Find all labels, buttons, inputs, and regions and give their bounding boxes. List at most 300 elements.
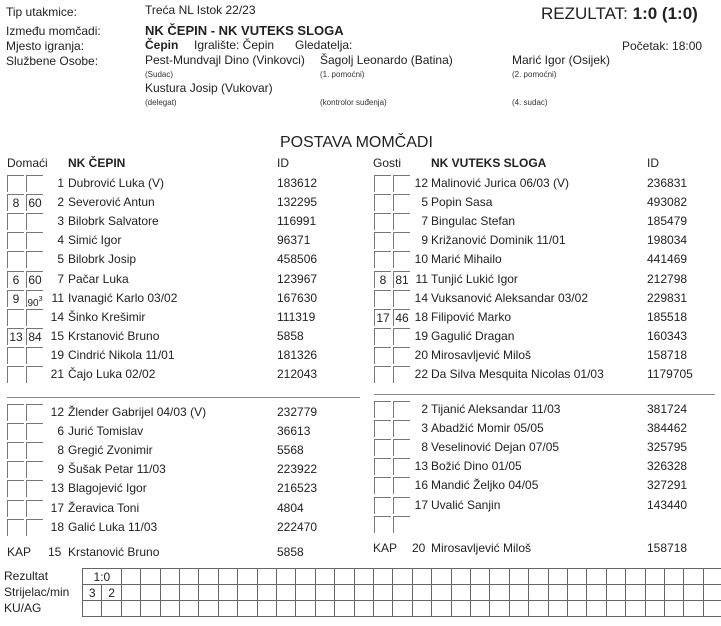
home-starter-id: 123967 <box>277 271 318 286</box>
score-grid-cell <box>237 600 256 616</box>
home-sub-id: 222470 <box>277 519 318 534</box>
home-sub-num: 9 <box>57 462 64 477</box>
pomocni2-name: Marić Igor (Osijek) <box>512 53 611 67</box>
home-starter-name: Ivanagić Karlo 03/02 <box>68 290 178 305</box>
sudac4-role: (4. sudac) <box>512 98 548 107</box>
away-starter-num: 22 <box>414 367 428 381</box>
home-sub-name: Blagojević Igor <box>68 481 147 496</box>
home-sub-box-b <box>26 461 43 478</box>
home-starter-num: 15 <box>50 328 64 343</box>
away-sub-name: Abadžić Momir 05/05 <box>431 421 544 436</box>
home-sub-name: Šušak Petar 11/03 <box>68 462 166 477</box>
izmedu-label: Između momčadi: <box>6 24 101 38</box>
score-grid-cell <box>373 600 392 616</box>
home-starter-num: 4 <box>57 233 64 248</box>
score-grid-cell <box>101 600 120 616</box>
away-starter-name: Mirosavljević Miloš <box>431 347 532 362</box>
score-grid-cell <box>392 568 411 584</box>
away-starter-box-b <box>393 290 410 307</box>
score-grid-cell <box>625 600 644 616</box>
home-starter-box-a: 6 <box>7 271 24 288</box>
home-starter-box-b <box>26 232 43 249</box>
away-sub-num: 2 <box>421 402 428 416</box>
score-grid-cell <box>586 568 605 584</box>
score-grid-cell <box>121 568 140 584</box>
away-starter-box-a <box>374 366 391 383</box>
away-sub-id: 381724 <box>647 402 688 416</box>
mjesto-value: Čepin <box>145 38 179 52</box>
home-sub-box-a <box>7 442 24 459</box>
away-starter-id: 236831 <box>647 176 688 190</box>
away-sub-box-b <box>393 477 410 494</box>
away-sub-num: 16 <box>414 478 428 493</box>
home-sub-num: 8 <box>57 443 64 458</box>
score-grid-cell <box>586 600 605 616</box>
away-starter-name: Vuksanović Aleksandar 03/02 <box>431 290 588 305</box>
score-grid-cell <box>140 568 159 584</box>
score-grid-bottom-border <box>82 616 721 617</box>
away-sub-num: 13 <box>414 459 428 474</box>
home-starter-num: 19 <box>50 347 64 362</box>
score-grid-cell <box>451 600 470 616</box>
away-starter-box-a <box>374 328 391 345</box>
home-starter-name: Simić Igor <box>68 233 122 248</box>
score-grid-cell <box>470 568 489 584</box>
pocetak: Početak: 18:00 <box>622 39 703 53</box>
away-starter-id: 441469 <box>647 252 688 267</box>
score-grid-cell <box>528 600 547 616</box>
score-grid-cell <box>295 568 314 584</box>
home-starter-box-a <box>7 251 24 268</box>
score-grid-cell <box>198 600 217 616</box>
away-starter-id: 198034 <box>647 233 688 248</box>
away-starter-name: Tunjić Lukić Igor <box>431 271 518 286</box>
home-starter-name: Cindrić Nikola 11/01 <box>68 347 175 362</box>
score-grid-cell <box>489 600 508 616</box>
away-starter-box-b <box>393 175 410 192</box>
away-sub-num: 3 <box>421 421 428 436</box>
score-grid-cell <box>121 584 140 600</box>
home-starter-box-a <box>7 175 24 192</box>
home-starter-box-a <box>7 347 24 364</box>
away-starter-id: 185518 <box>647 309 688 324</box>
home-sub-id: 4804 <box>277 500 304 515</box>
away-starter-box-b <box>393 251 410 268</box>
score-grid-cell <box>295 600 314 616</box>
home-sub-num: 13 <box>50 481 64 496</box>
away-starter-box-a <box>374 347 391 364</box>
away-starter-name: Križanović Dominik 11/01 <box>431 233 566 248</box>
minute: 90 <box>27 297 39 309</box>
away-kap-num: 20 <box>412 541 426 555</box>
away-starter-box-a: 8 <box>374 271 391 288</box>
score-grid-cell <box>160 568 179 584</box>
home-starter-num: 1 <box>57 176 64 190</box>
away-starter-id: 158718 <box>647 347 688 362</box>
away-starter-box-a <box>374 290 391 307</box>
delegat-name: Kustura Josip (Vukovar) <box>145 81 273 95</box>
away-starter-box-a <box>374 232 391 249</box>
home-starter-num: 7 <box>57 271 64 286</box>
away-starter-num: 5 <box>421 195 428 210</box>
away-side-label: Gosti <box>373 156 402 170</box>
home-sub-num: 17 <box>50 500 64 515</box>
home-starter-id: 458506 <box>277 252 318 267</box>
away-starter-box-b: 46 <box>393 309 410 326</box>
away-sub-box-a <box>374 401 391 418</box>
away-starter-name: Popin Sasa <box>431 195 493 210</box>
home-starter-id: 167630 <box>277 290 318 305</box>
score-grid-cell <box>257 600 276 616</box>
igraliste: Igralište: Čepin <box>194 38 275 52</box>
home-sub-box-b <box>26 423 43 440</box>
away-starter-num: 14 <box>414 290 428 305</box>
score-grid-cell <box>489 568 508 584</box>
away-starter-num: 10 <box>414 252 428 267</box>
home-starter-name: Krstanović Bruno <box>68 328 160 343</box>
away-starter-box-a <box>374 175 391 192</box>
score-grid-cell <box>334 568 353 584</box>
home-starter-id: 181326 <box>277 347 318 362</box>
score-grid-cell <box>509 584 528 600</box>
away-sub-id: 326328 <box>647 459 688 474</box>
home-sub-name: Žlender Gabrijel 04/03 (V) <box>68 405 207 419</box>
score-grid-cell <box>664 600 683 616</box>
home-sub-box-a <box>7 480 24 497</box>
score-grid-cell <box>276 568 295 584</box>
home-sub-num: 18 <box>50 519 64 534</box>
score-grid-cell <box>645 584 664 600</box>
grid-rezultat-label: Rezultat <box>4 569 49 583</box>
away-starter-name: Filipović Marko <box>431 309 512 324</box>
score-grid-cell <box>548 584 567 600</box>
home-starter-num: 5 <box>57 252 64 267</box>
home-starter-box-b <box>26 347 43 364</box>
away-starter-num: 20 <box>414 347 428 362</box>
score-grid-cell <box>276 600 295 616</box>
home-starter-id: 212043 <box>277 367 318 381</box>
minute-sup: 3 <box>38 295 43 303</box>
score-grid-cell <box>703 584 721 600</box>
score-grid-cell <box>489 584 508 600</box>
score-grid-cell <box>392 600 411 616</box>
home-starter-box-b <box>26 213 43 230</box>
score-grid-cell <box>334 600 353 616</box>
rezultat-value: 1:0 (1:0) <box>632 4 698 23</box>
score-grid-cell <box>528 568 547 584</box>
home-team-name: NK ČEPIN <box>68 156 126 170</box>
home-sub-num: 12 <box>50 405 64 419</box>
score-grid-cell <box>664 584 683 600</box>
score-grid-cell <box>683 600 702 616</box>
tip-label: Tip utakmice: <box>6 5 77 19</box>
pomocni1-role: (1. pomoćni) <box>320 70 365 79</box>
away-starter-name: Gagulić Dragan <box>431 328 515 343</box>
home-starter-name: Bilobrk Salvatore <box>68 214 159 229</box>
away-starter-id: 160343 <box>647 328 688 343</box>
match-teams: NK ČEPIN - NK VUTEKS SLOGA <box>145 23 344 38</box>
home-sub-name: Galić Luka 11/03 <box>68 519 158 534</box>
score-grid-cell: 1:0 <box>82 568 121 584</box>
score-grid-cell <box>276 584 295 600</box>
home-starter-name: Šinko Krešimir <box>68 309 146 324</box>
home-sub-id: 232779 <box>277 405 318 419</box>
away-kap-id: 158718 <box>647 541 688 555</box>
home-side-label: Domaći <box>7 156 48 170</box>
home-sub-box-b <box>26 404 43 421</box>
home-starter-name: Čajo Luka 02/02 <box>68 367 156 381</box>
score-grid-cell <box>470 584 489 600</box>
away-starter-name: Malinović Jurica 06/03 (V) <box>431 176 570 190</box>
away-starter-box-a <box>374 251 391 268</box>
away-starter-id: 493082 <box>647 195 688 210</box>
away-starter-box-b <box>393 232 410 249</box>
sudac-name: Pest-Mundvajl Dino (Vinkovci) <box>145 53 305 67</box>
home-sub-name: Jurić Tomislav <box>68 424 144 439</box>
home-sub-box-b <box>26 442 43 459</box>
score-grid-cell <box>179 584 198 600</box>
home-id-label: ID <box>277 156 289 170</box>
score-grid-cell <box>528 584 547 600</box>
away-starter-box-b <box>393 347 410 364</box>
score-grid-cell <box>548 600 567 616</box>
score-grid-cell <box>431 584 450 600</box>
score-grid-cell <box>567 600 586 616</box>
away-starter-num: 11 <box>415 271 428 286</box>
away-sub-box-b <box>393 516 410 533</box>
score-grid-cell <box>257 568 276 584</box>
away-starter-num: 12 <box>414 176 428 190</box>
sudac-role: (Sudac) <box>145 70 174 79</box>
score-grid-cell <box>315 584 334 600</box>
home-sub-box-a <box>7 461 24 478</box>
home-starter-name: Severović Antun <box>68 195 155 210</box>
away-starter-box-b <box>393 213 410 230</box>
score-grid-cell <box>606 584 625 600</box>
home-starter-box-b <box>26 251 43 268</box>
score-grid-cell <box>567 584 586 600</box>
away-sub-id: 327291 <box>647 478 688 493</box>
delegat-role: (delegat) <box>145 98 177 107</box>
home-divider <box>7 397 360 398</box>
away-sub-num: 17 <box>414 497 428 512</box>
score-grid-cell <box>431 600 450 616</box>
home-starter-box-a: 8 <box>7 194 24 211</box>
home-starter-name: Pačar Luka <box>68 271 129 286</box>
home-starter-box-a: 13 <box>7 328 24 345</box>
grid-strijelac-label: Strijelac/min <box>4 585 70 599</box>
away-starter-box-b: 81 <box>393 271 410 288</box>
home-sub-box-a <box>7 500 24 517</box>
score-grid-cell <box>703 600 721 616</box>
home-starter-id: 183612 <box>277 176 318 190</box>
away-starter-box-b <box>393 366 410 383</box>
away-sub-name: Veselinović Dejan 07/05 <box>431 440 560 455</box>
home-starter-box-a <box>7 232 24 249</box>
home-starter-box-b: 60 <box>26 271 43 288</box>
away-starter-box-b <box>393 194 410 211</box>
mjesto-label: Mjesto igranja: <box>6 39 85 53</box>
score-grid-cell <box>509 568 528 584</box>
home-starter-num: 21 <box>50 367 64 381</box>
score-grid-cell <box>257 584 276 600</box>
score-grid-cell <box>683 584 702 600</box>
score-grid-cell <box>315 568 334 584</box>
score-grid-cell <box>295 584 314 600</box>
score-grid-cell <box>606 568 625 584</box>
home-starter-id: 132295 <box>277 195 318 210</box>
away-sub-box-b <box>393 497 410 514</box>
score-grid-cell <box>683 568 702 584</box>
away-starter-box-a <box>374 213 391 230</box>
away-starter-id: 185479 <box>647 214 688 229</box>
home-starter-box-a <box>7 366 24 383</box>
away-starter-num: 19 <box>414 328 428 343</box>
score-grid-cell <box>237 584 256 600</box>
score-grid-cell <box>179 600 198 616</box>
away-kap-name: Mirosavljević Miloš <box>431 541 532 555</box>
away-sub-name: Mandić Željko 04/05 <box>431 478 539 493</box>
score-grid-cell <box>645 568 664 584</box>
score-grid-cell <box>586 584 605 600</box>
home-sub-box-a <box>7 404 24 421</box>
away-team-name: NK VUTEKS SLOGA <box>431 156 547 170</box>
score-grid-cell <box>160 584 179 600</box>
home-starter-name: Dubrović Luka (V) <box>68 176 165 190</box>
score-grid-cell <box>179 568 198 584</box>
home-sub-box-b <box>26 500 43 517</box>
home-starter-id: 5858 <box>277 328 304 343</box>
home-kap-id: 5858 <box>277 545 304 559</box>
score-grid-cell <box>451 568 470 584</box>
score-grid-cell <box>625 568 644 584</box>
away-starter-name: Bingulac Stefan <box>431 214 516 229</box>
score-grid-cell <box>140 584 159 600</box>
home-starter-box-b <box>26 290 43 307</box>
away-sub-box-a <box>374 458 391 475</box>
away-sub-box-a <box>374 516 391 533</box>
away-sub-box-a <box>374 497 391 514</box>
score-grid-cell <box>470 600 489 616</box>
away-id-label: ID <box>647 156 659 170</box>
away-sub-id: 384462 <box>647 421 688 436</box>
home-starter-box-b <box>26 175 43 192</box>
home-sub-box-a <box>7 519 24 536</box>
pomocni1-name: Šagolj Leonardo (Batina) <box>320 53 453 67</box>
home-starter-num: 11 <box>51 290 64 305</box>
away-starter-id: 212798 <box>647 271 688 286</box>
away-starter-box-a <box>374 194 391 211</box>
score-grid-cell <box>198 568 217 584</box>
home-starter-num: 2 <box>57 195 64 210</box>
gledatelja: Gledatelja: <box>295 38 353 52</box>
sluzbene-label: Službene Osobe: <box>6 54 99 68</box>
result-header <box>541 4 698 24</box>
away-sub-box-b <box>393 439 410 456</box>
home-starter-id: 96371 <box>277 233 311 248</box>
section-title: POSTAVA MOMČADI <box>280 134 433 151</box>
home-sub-box-b <box>26 480 43 497</box>
away-sub-box-b <box>393 401 410 418</box>
away-sub-id: 143440 <box>647 497 688 512</box>
score-grid-cell <box>567 568 586 584</box>
kontrolor-role: (kontrolor suđenja) <box>320 98 387 107</box>
home-kap-num: 15 <box>48 545 62 559</box>
home-sub-name: Žeravica Toni <box>68 500 140 515</box>
away-starter-num: 7 <box>421 214 428 229</box>
home-starter-id: 116991 <box>277 214 317 229</box>
score-grid-cell <box>354 600 373 616</box>
score-grid-cell <box>354 568 373 584</box>
score-grid-cell <box>198 584 217 600</box>
home-starter-num: 14 <box>50 309 64 324</box>
score-grid-cell <box>334 584 353 600</box>
home-sub-id: 36613 <box>277 424 311 439</box>
score-grid-cell <box>606 600 625 616</box>
score-grid-cell <box>218 600 237 616</box>
away-starter-name: Da Silva Mesquita Nicolas 01/03 <box>431 367 604 381</box>
home-starter-box-a <box>7 309 24 326</box>
home-kap-label: KAP <box>7 545 32 559</box>
home-sub-id: 5568 <box>277 443 304 458</box>
away-sub-num: 8 <box>421 440 428 455</box>
home-starter-box-b: 60 <box>26 194 43 211</box>
score-grid-cell <box>218 584 237 600</box>
score-grid-cell <box>373 584 392 600</box>
away-sub-id: 325795 <box>647 440 688 455</box>
score-grid-cell <box>664 568 683 584</box>
score-grid-cell <box>412 584 431 600</box>
away-starter-num: 18 <box>414 309 428 324</box>
home-starter-box-a: 9 <box>7 290 24 307</box>
away-divider <box>374 394 715 395</box>
home-starter-id: 111319 <box>277 309 316 324</box>
home-starter-box-b: 84 <box>26 328 43 345</box>
home-sub-id: 223922 <box>277 462 318 477</box>
away-sub-box-a <box>374 439 391 456</box>
score-grid-cell <box>412 600 431 616</box>
away-sub-box-a <box>374 477 391 494</box>
away-sub-name: Uvalić Sanjin <box>431 497 501 512</box>
score-grid-cell <box>140 600 159 616</box>
score-grid-cell <box>392 584 411 600</box>
away-starter-name: Marić Mihailo <box>431 252 502 267</box>
score-grid-cell <box>548 568 567 584</box>
away-sub-box-b <box>393 458 410 475</box>
away-sub-box-a <box>374 420 391 437</box>
home-sub-box-b <box>26 519 43 536</box>
away-sub-name: Tijanić Aleksandar 11/03 <box>431 402 561 416</box>
grid-kuag-label: KU/AG <box>4 601 42 615</box>
home-sub-num: 6 <box>57 424 64 439</box>
home-starter-box-b <box>26 309 43 326</box>
score-grid-cell <box>237 568 256 584</box>
away-starter-box-b <box>393 328 410 345</box>
score-grid-cell <box>354 584 373 600</box>
score-grid-cell: 2 <box>101 584 120 600</box>
away-sub-name: Božić Dino 01/05 <box>431 459 522 474</box>
away-starter-id: 1179705 <box>647 367 693 381</box>
home-sub-box-a <box>7 423 24 440</box>
score-grid-cell <box>218 568 237 584</box>
tip-value: Treća NL Istok 22/23 <box>145 3 256 17</box>
home-sub-id: 216523 <box>277 481 318 496</box>
score-grid-cell <box>412 568 431 584</box>
score-grid-cell <box>451 584 470 600</box>
away-sub-box-b <box>393 420 410 437</box>
home-starter-num: 3 <box>57 214 64 229</box>
home-starter-box-b <box>26 366 43 383</box>
